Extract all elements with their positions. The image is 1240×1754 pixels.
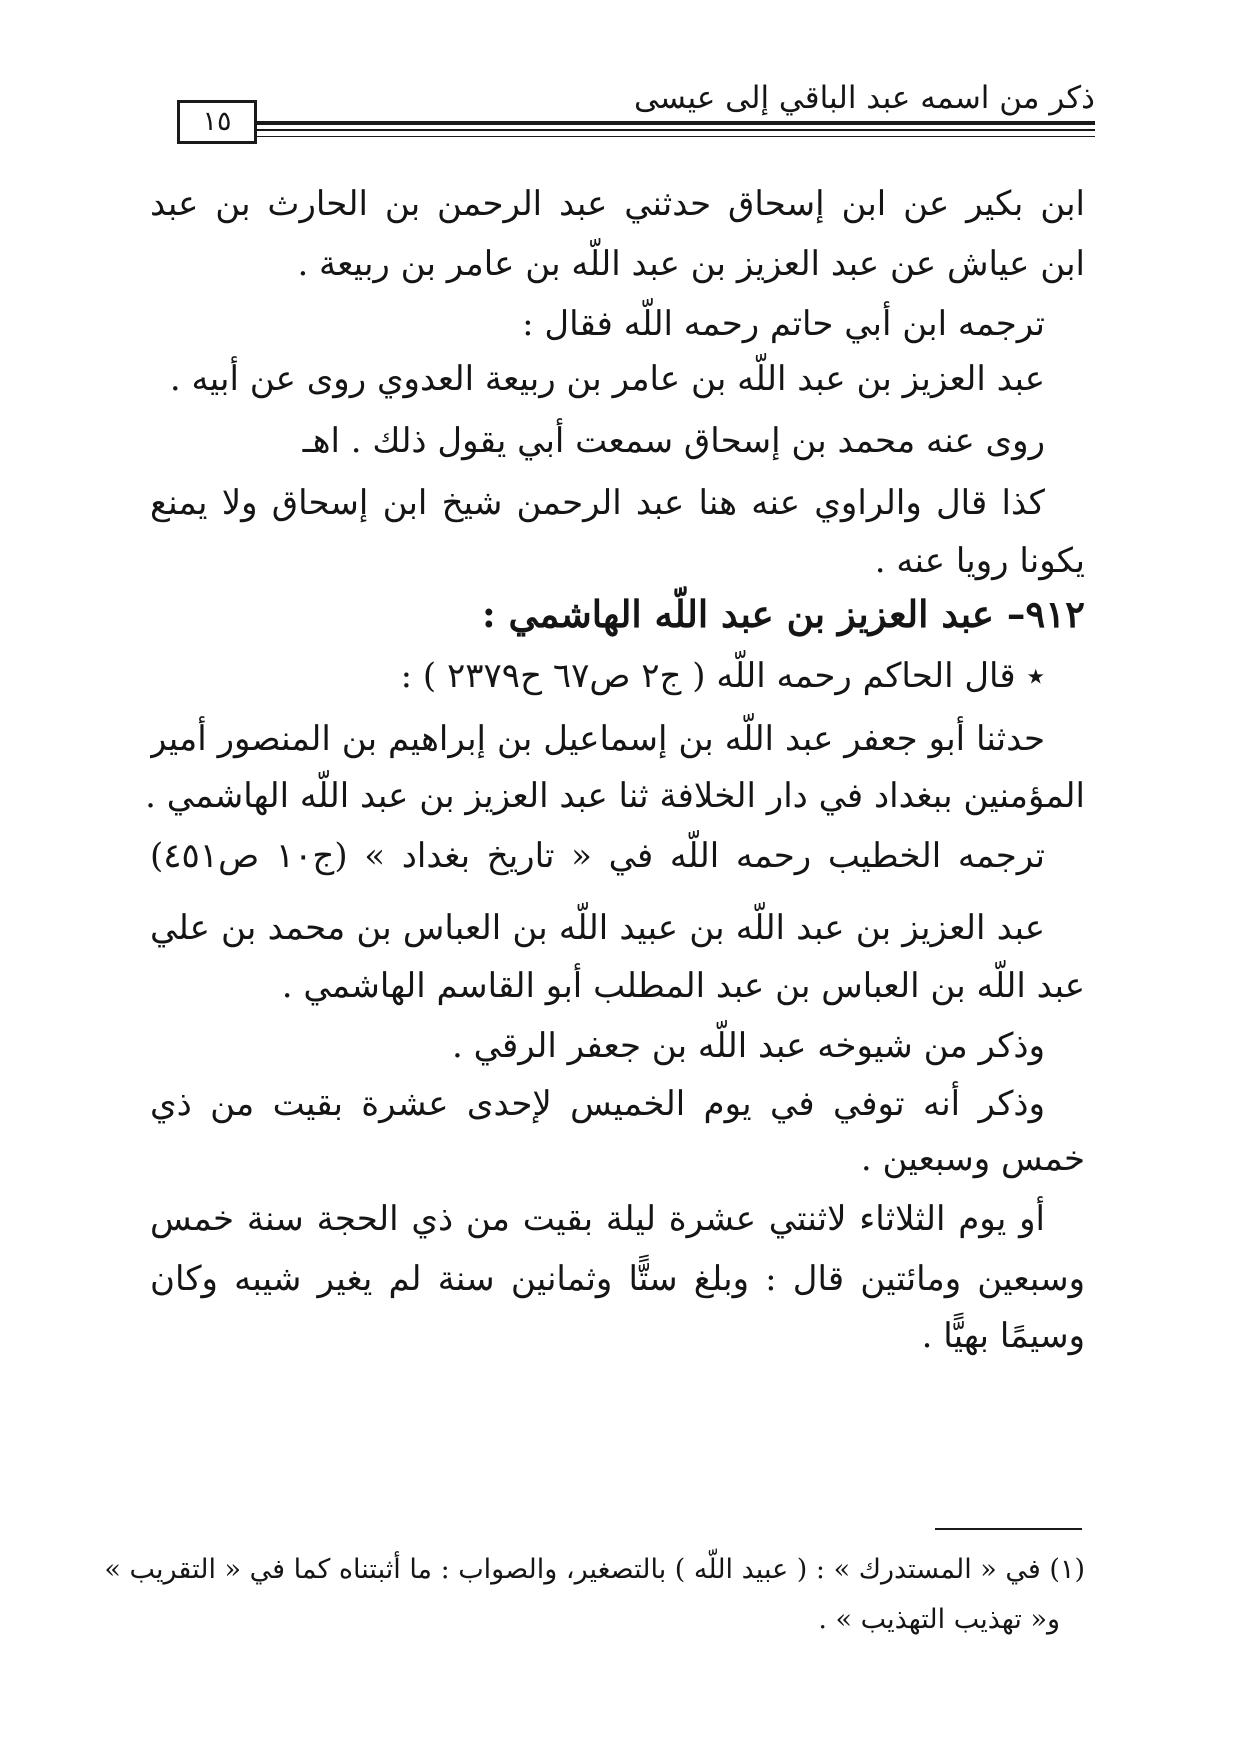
header-rule	[257, 129, 1095, 131]
page-number: ١٥	[177, 100, 257, 144]
text-line: خمس وسبعين .	[860, 1139, 1085, 1179]
text-line: ترجمه الخطيب رحمه اللّه في « تاريخ بغداد » (ج١٠ ص٤٥١)	[150, 836, 1045, 876]
footnote-line: و« تهذيب التهذيب » .	[818, 1604, 1060, 1635]
text-line: يكونا رويا عنه .	[874, 541, 1085, 581]
text-line: كذا قال والراوي عنه هنا عبد الرحمن شيخ ابن إسحاق ولا يمنع	[150, 483, 1045, 523]
text-line: حدثنا أبو جعفر عبد اللّه بن إسماعيل بن إبراهيم بن المنصور أمير	[150, 719, 1045, 759]
text-line: روى عنه محمد بن إسحاق سمعت أبي يقول ذلك . اهـ	[302, 421, 1045, 461]
text-line: المؤمنين ببغداد في دار الخلافة ثنا عبد العزيز بن عبد اللّه الهاشمي .	[145, 776, 1085, 816]
header-rule	[257, 121, 1095, 125]
text-line: ابن بكير عن ابن إسحاق حدثني عبد الرحمن بن الحارث بن عبد	[150, 184, 1085, 224]
text-line: وذكر أنه توفي في يوم الخميس لإحدى عشرة بقيت من ذي	[150, 1084, 1045, 1124]
header-rule	[257, 136, 1095, 137]
text-line: وسبعين ومائتين قال : وبلغ ستًّا وثمانين سنة لم يغير شيبه وكان	[150, 1259, 1085, 1299]
text-line: أو يوم الثلاثاء لاثنتي عشرة ليلة بقيت من ذي الحجة سنة خمس	[150, 1199, 1045, 1239]
text-line: وذكر من شيوخه عبد اللّه بن جعفر الرقي .	[452, 1026, 1045, 1066]
footnote-line: (١) في « المستدرك » : ( عبيد اللّه ) بالتصغير، والصواب : ما أثبتناه كما في « التقريب »	[104, 1554, 1085, 1585]
footnote-rule	[935, 1528, 1082, 1530]
running-title: ذكر من اسمه عبد الباقي إلى عيسى	[633, 80, 1095, 116]
text-line: ابن عياش عن عبد العزيز بن عبد اللّه بن عامر بن ربيعة .	[297, 244, 1085, 284]
entry-heading: ٩١٢– عبد العزيز بن عبد اللّه الهاشمي :	[481, 592, 1085, 636]
text-line: عبد اللّه بن العباس بن عبد المطلب أبو القاسم الهاشمي .	[281, 966, 1085, 1006]
text-line: عبد العزيز بن عبد اللّه بن عبيد اللّه بن العباس بن محمد بن علي	[150, 908, 1045, 948]
text-line: عبد العزيز بن عبد اللّه بن عامر بن ربيعة العدوي روى عن أبيه .	[169, 359, 1045, 399]
text-line: ٭ قال الحاكم رحمه اللّه ( ج٢ ص٦٧ ح٢٣٧٩ ) :	[400, 656, 1045, 696]
text-line: ترجمه ابن أبي حاتم رحمه اللّه فقال :	[522, 304, 1045, 344]
text-line: وسيمًا بهيًّا .	[921, 1316, 1085, 1356]
